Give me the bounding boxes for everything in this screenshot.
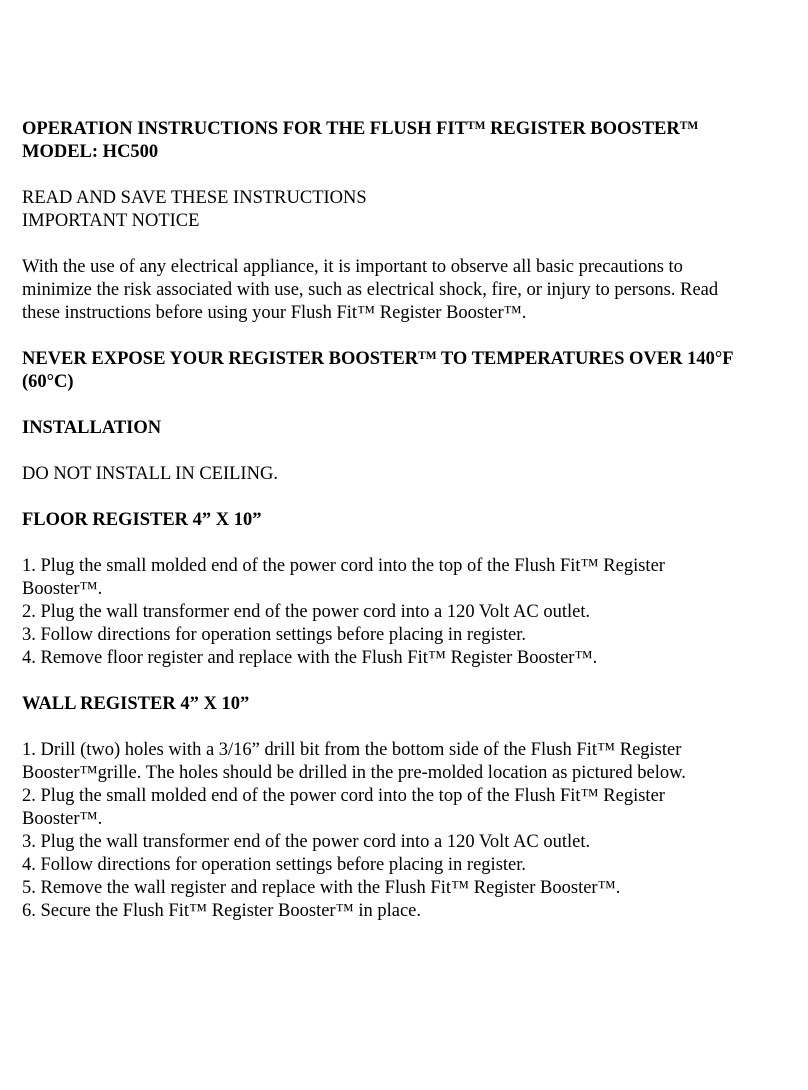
step-line: 4. Remove floor register and replace with the Flush Fit™ Register Booster™.	[22, 648, 598, 668]
floor-register-steps	[22, 555, 802, 670]
step-line: 6. Secure the Flush Fit™ Register Booster™ in place.	[22, 901, 422, 921]
trademark-mark: TM	[466, 119, 486, 132]
wall-register-steps	[22, 739, 802, 923]
trademark-mark: TM	[418, 349, 437, 362]
step-line: 2. Plug the small molded end of the power cord into the top of the Flush Fit™ Register	[22, 786, 665, 806]
floor-register-heading-text: FLOOR REGISTER 4” X 10”	[22, 510, 262, 530]
step-line: 5. Remove the wall register and replace with the Flush Fit™ Register Booster™.	[22, 878, 621, 898]
warning-line-1	[22, 348, 802, 371]
title-text-part-2: REGISTER BOOSTER	[485, 119, 680, 139]
warning-text-part-1: NEVER EXPOSE YOUR REGISTER BOOSTER	[22, 349, 419, 369]
step-line: Booster™.	[22, 579, 103, 599]
step-line: Booster™.	[22, 809, 103, 829]
wall-register-heading	[22, 693, 802, 716]
ceiling-note-text: DO NOT INSTALL IN CEILING.	[22, 464, 278, 484]
document-page	[22, 118, 802, 923]
installation-heading	[22, 417, 802, 440]
document-title	[22, 118, 802, 164]
step-line: 3. Follow directions for operation settings before placing in register.	[22, 625, 527, 645]
notice-block	[22, 187, 802, 233]
temperature-warning	[22, 348, 802, 394]
intro-line: With the use of any electrical appliance, it is important to observe all basic precautions to	[22, 257, 683, 277]
step-line: 1. Drill (two) holes with a 3/16” drill bit from the bottom side of the Flush Fit™ Register	[22, 740, 682, 760]
step-line: 1. Plug the small molded end of the power cord into the top of the Flush Fit™ Register	[22, 556, 665, 576]
model-line: MODEL: HC500	[22, 142, 159, 162]
important-notice: IMPORTANT NOTICE	[22, 211, 200, 231]
step-line: 4. Follow directions for operation settings before placing in register.	[22, 855, 527, 875]
title-text-part-1: OPERATION INSTRUCTIONS FOR THE FLUSH FIT	[22, 119, 467, 139]
title-line-1	[22, 118, 802, 141]
intro-line: minimize the risk associated with use, such as electrical shock, fire, or injury to persons. Read	[22, 280, 719, 300]
floor-register-heading	[22, 509, 802, 532]
installation-heading-text: INSTALLATION	[22, 418, 162, 438]
step-line: Booster™grille. The holes should be drilled in the pre-molded location as pictured below.	[22, 763, 686, 783]
step-line: 3. Plug the wall transformer end of the power cord into a 120 Volt AC outlet.	[22, 832, 591, 852]
trademark-mark: TM	[679, 119, 699, 132]
step-line: 2. Plug the wall transformer end of the power cord into a 120 Volt AC outlet.	[22, 602, 591, 622]
read-save-notice: READ AND SAVE THESE INSTRUCTIONS	[22, 188, 367, 208]
ceiling-note	[22, 463, 802, 486]
intro-line: these instructions before using your Flush Fit™ Register Booster™.	[22, 303, 527, 323]
wall-register-heading-text: WALL REGISTER 4” X 10”	[22, 694, 250, 714]
warning-line-2: (60°C)	[22, 372, 74, 392]
warning-text-part-2: TO TEMPERATURES OVER 140°F	[436, 349, 734, 369]
intro-paragraph	[22, 256, 802, 325]
